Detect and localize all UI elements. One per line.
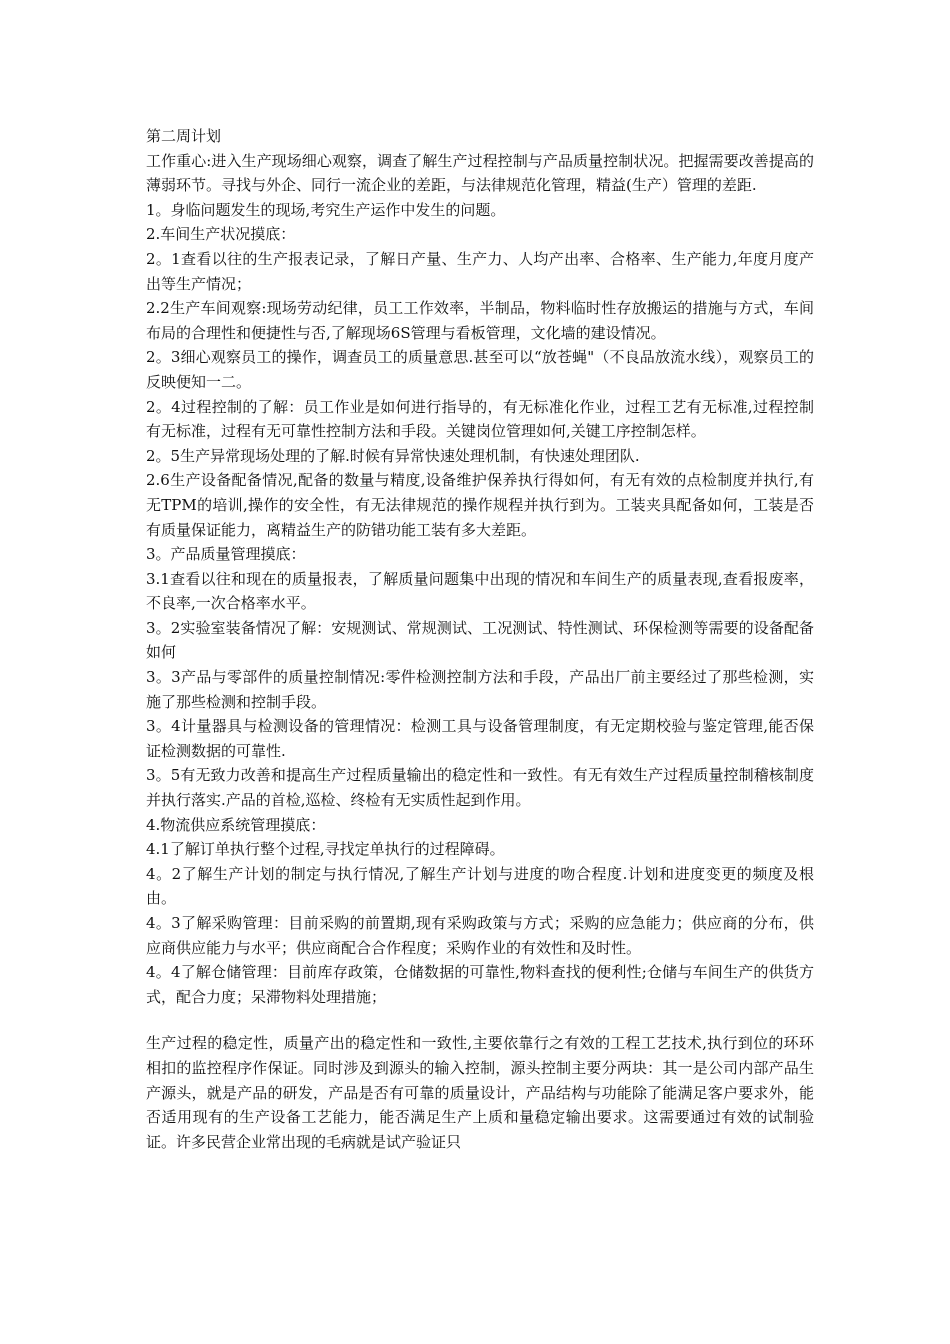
paragraph-item-3-1: 3.1查看以往和现在的质量报表，了解质量问题集中出现的情况和车间生产的质量表现,查看报废率，不良率,一次合格率水平。 bbox=[146, 569, 814, 613]
section-heading-2: 2.车间生产状况摸底： bbox=[146, 225, 296, 244]
paragraph-item-4-1: 4.1了解订单执行整个过程,寻找定单执行的过程障碍。 bbox=[146, 840, 505, 859]
paragraph-item-3-5: 3。5有无致力改善和提高生产过程质量输出的稳定性和一致性。有无有效生产过程质量控制稽核制度并执行落实.产品的首检,巡检、终检有无实质性起到作用。 bbox=[146, 766, 814, 810]
document-page bbox=[146, 124, 814, 1154]
section-heading-4: 4.物流供应系统管理摸底： bbox=[146, 815, 326, 834]
paragraph-spacer bbox=[146, 1009, 814, 1031]
section-heading-3: 3。产品质量管理摸底： bbox=[146, 545, 306, 564]
paragraph-closing: 生产过程的稳定性，质量产出的稳定性和一致性,主要依靠行之有效的工程工艺技术,执行到位的环环相扣的监控程序作保证。同时涉及到源头的输入控制，源头控制主要分两块：其一是公司内部产品生产源头，就是产品的研发，产品是否有可靠的质量设计，产品结构与功能除了能满足客户要求外，能否适用现有的生产设备工艺能力，能否满足生产上质和量稳定输出要求。这需要通过有效的试制验证。许多民营企业常出现的毛病就是试产验证只 bbox=[146, 1034, 814, 1151]
paragraph-item-2-4: 2。4过程控制的了解：员工作业是如何进行指导的，有无标准化作业，过程工艺有无标准,过程控制有无标准，过程有无可靠性控制方法和手段。关键岗位管理如何,关键工序控制怎样。 bbox=[146, 397, 814, 441]
paragraph-item-2-1: 2。1查看以往的生产报表记录，了解日产量、生产力、人均产出率、合格率、生产能力,年度月度产出等生产情况； bbox=[146, 249, 814, 293]
paragraph-item-1: 1。身临问题发生的现场,考究生产运作中发生的问题。 bbox=[146, 200, 506, 219]
paragraph-item-2-2: 2.2生产车间观察:现场劳动纪律，员工工作效率，半制品，物料临时性存放搬运的措施与方式，车间布局的合理性和便捷性与否,了解现场6S管理与看板管理，文化墙的建设情况。 bbox=[146, 299, 814, 342]
paragraph-item-3-4: 3。4计量器具与检测设备的管理情况：检测工具与设备管理制度，有无定期校验与鉴定管理,能否保证检测数据的可靠性. bbox=[146, 717, 814, 760]
paragraph-item-4-2: 4。2了解生产计划的制定与执行情况,了解生产计划与进度的吻合程度.计划和进度变更的频度及根由。 bbox=[146, 864, 814, 908]
paragraph-item-3-3: 3。3产品与零部件的质量控制情况:零件检测控制方法和手段，产品出厂前主要经过了那些检测，实施了那些检测和控制手段。 bbox=[146, 668, 814, 711]
paragraph-item-4-3: 4。3了解采购管理：目前采购的前置期,现有采购政策与方式；采购的应急能力；供应商的分布，供应商供应能力与水平；供应商配合合作程度；采购作业的有效性和及时性。 bbox=[146, 914, 814, 957]
document-title: 第二周计划 bbox=[146, 127, 222, 145]
paragraph-work-focus: 工作重心:进入生产现场细心观察，调查了解生产过程控制与产品质量控制状况。把握需要改善提高的薄弱环节。寻找与外企、同行一流企业的差距，与法律规范化管理，精益(生产）管理的差距. bbox=[146, 151, 814, 195]
paragraph-item-3-2: 3。2实验室装备情况了解：安规测试、常规测试、工况测试、特性测试、环保检测等需要的设备配备如何 bbox=[146, 618, 814, 662]
paragraph-item-2-6: 2.6生产设备配备情况,配备的数量与精度,设备维护保养执行得如何，有无有效的点检制度并执行,有无TPM的培训,操作的安全性，有无法律规范的操作规程并执行到为。工装夹具配备如何，工装是否有质量保证能力，离精益生产的防错功能工装有多大差距。 bbox=[146, 471, 814, 539]
paragraph-item-2-5: 2。5生产异常现场处理的了解.时候有异常快速处理机制，有快速处理团队. bbox=[146, 446, 640, 465]
paragraph-item-4-4: 4。4了解仓储管理：目前库存政策，仓储数据的可靠性,物料查找的便利性;仓储与车间生产的供货方式，配合力度；呆滞物料处理措施； bbox=[146, 963, 814, 1006]
paragraph-item-2-3: 2。3细心观察员工的操作，调查员工的质量意思.甚至可以“放苍蝇"（不良品放流水线），观察员工的反映便知一二。 bbox=[146, 348, 814, 391]
